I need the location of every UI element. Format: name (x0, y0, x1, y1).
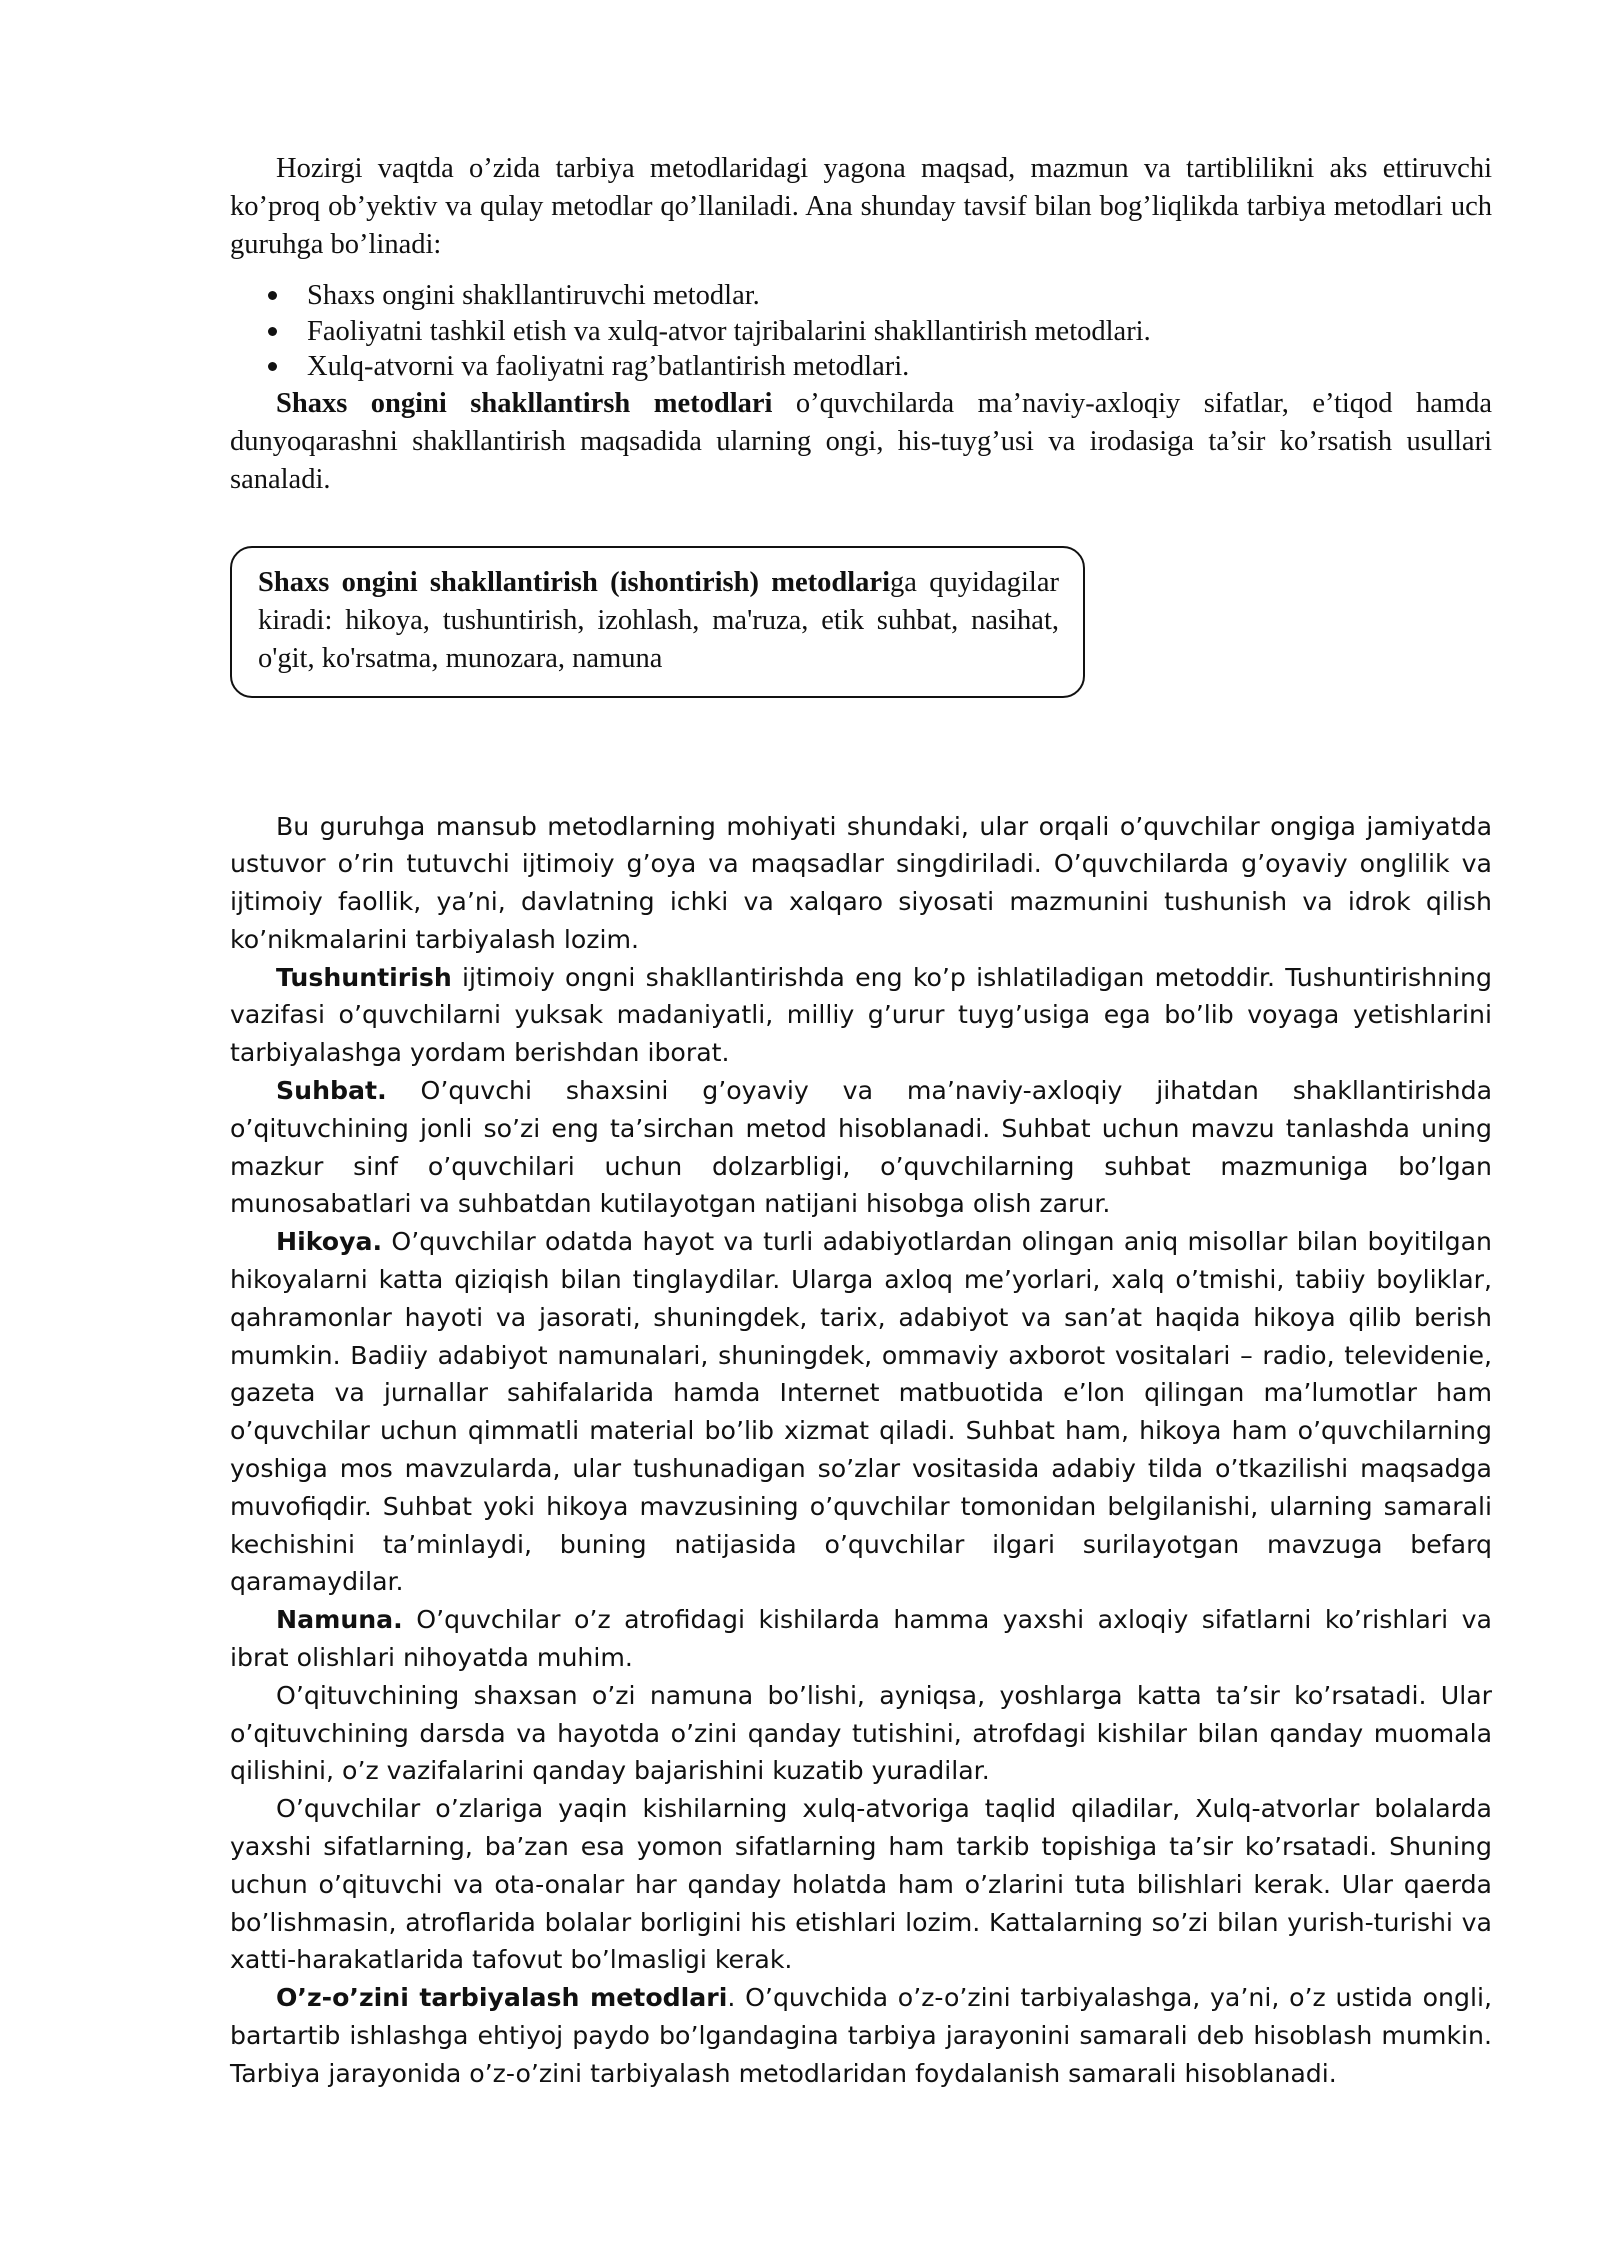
paragraph-text: Bu guruhga mansub metodlarning mohiyati shundaki, ular orqali o’quvchilar ongiga jamiyatda ustuvor o’rin tutuvchi ijtimoiy g’oya va maqsadlar singdiriladi. O’quvchilarda g’oyaviy onglilik va ijtimoiy faollik, ya’ni, davlatning ichki va xalqaro siyosati mazmunini tushunish va idrok qilish ko’nikmalarini tarbiyalash lozim. (230, 811, 1492, 954)
paragraph-term: Suhbat. (276, 1076, 387, 1106)
sans-section (230, 808, 1492, 2093)
definition-text: o’quvchilarda ma’naviy-axloqiy sifatlar, e’tiqod hamda dunyoqarashni shakllantirish maqsadida ularning ongi, his-tuyg’usi va irodasiga ta’sir ko’rsatish usullari sanaladi. (230, 387, 1492, 495)
callout-term: Shaxs ongini shakllantirish (ishontirish) metodlari (258, 566, 890, 598)
paragraph-text: ijtimoiy ongni shakllantirishda eng ko’p ishlatiladigan metoddir. Tushuntirishning vazifasi o’quvchilarni yuksak madaniyatli, milliy g’urur tuyg’usiga ega bo’lib voyaga yetishlarini tarbiyalashga yordam berishdan iborat. (230, 962, 1492, 1068)
callout-body: ga quyidagilar kiradi: hikoya, tushuntirish, izohlash, ma'ruza, etik suhbat, nasihat, o'git, ko'rsatma, munozara, namuna (258, 566, 1059, 674)
body-paragraph (230, 1677, 1492, 1790)
paragraph-text: . O’quvchida o’z-o’zini tarbiyalashga, ya’ni, o’z ustida ongli, bartartib ishlashga ehtiyoj paydo bo’lgandagina tarbiya jarayonini samarali deb hisoblash mumkin. Tarbiya jarayonida o’z-o’zini tarbiyalash metodlaridan foydalanish samarali hisoblanadi. (230, 1983, 1492, 2088)
paragraph-term: Tushuntirish (276, 962, 452, 992)
list-item-text: Faoliyatni tashkil etish va xulq-atvor tajribalarini shakllantirish metodlari. (307, 315, 1151, 347)
paragraph-term: Hikoya. (276, 1227, 383, 1257)
list-item (230, 278, 1492, 314)
methods-list (230, 278, 1492, 385)
bullet-icon (268, 291, 277, 300)
body-paragraph (230, 1223, 1492, 1601)
definition-paragraph (230, 385, 1492, 499)
bullet-icon (268, 362, 277, 371)
callout-text (258, 564, 1059, 678)
list-item (230, 314, 1492, 350)
methods-callout-box (230, 546, 1085, 698)
body-paragraph (230, 1072, 1492, 1223)
paragraph-text: O’quvchi shaxsini g’oyaviy va ma’naviy-axloqiy jihatdan shakllantirishda o’qituvchining jonli so’zi eng ta’sirchan metod hisoblanadi. Suhbat uchun mavzu tanlashda uning mazkur sinf o’quvchilari uchun dolzarbligi, o’quvchilarning suhbat mazmuniga bo’lgan munosabatlari va suhbatdan kutilayotgan natijani hisobga olish zarur. (230, 1076, 1492, 1219)
paragraph-term: Namuna. (276, 1605, 403, 1635)
body-paragraph (230, 959, 1492, 1072)
paragraph-text: O’quvchilar o’zlariga yaqin kishilarning xulq-atvoriga taqlid qiladilar, Xulq-atvorlar bolalarda yaxshi sifatlarning, ba’zan esa yomon sifatlarning ham tarkib topishiga ta’sir ko’rsatadi. Shuning uchun o’qituvchi va ota-onalar har qanday holatda ham o’zlarini tuta bilishlari kerak. Ular qaerda bo’lishmasin, atroflarida bolalar borligini his etishlari lozim. Kattalarning so’zi bilan yurish-turishi va xatti-harakatlarida tafovut bo’lmasligi kerak. (230, 1794, 1492, 1975)
document-page (230, 150, 1492, 2093)
list-item-text: Xulq-atvorni va faoliyatni rag’batlantirish metodlari. (307, 351, 910, 382)
paragraph-text: O’quvchilar odatda hayot va turli adabiyotlardan olingan aniq misollar bilan boyitilgan hikoyalarni katta qiziqish bilan tinglaydilar. Ularga axloq me’yorlari, xalq o’tmishi, tabiiy boyliklar, qahramonlar hayoti va jasorati, shuningdek, tarix, adabiyot va san’at haqida hikoya qilib berish mumkin. Badiiy adabiyot namunalari, shuningdek, ommaviy axborot vositalari – radio, televidenie, gazeta va jurnallar sahifalarida hamda Internet matbuotida e’lon qilingan ma’lumotlar ham o’quvchilar uchun qimmatli material bo’lib xizmat qiladi. Suhbat ham, hikoya ham o’quvchilarning yoshiga mos mavzularda, ular tushunadigan so’zlar vositasida adabiy tilda o’tkazilishi maqsadga muvofiqdir. Suhbat yoki hikoya mavzusining o’quvchilar tomonidan belgilanishi, ularning samarali kechishini ta’minlaydi, buning natijasida o’quvchilar ilgari surilayotgan mavzuga befarq qaramaydilar. (230, 1227, 1492, 1597)
body-paragraph (230, 808, 1492, 959)
list-item-text: Shaxs ongini shakllantiruvchi metodlar. (307, 280, 760, 311)
body-paragraph (230, 1790, 1492, 1979)
paragraph-text: O’qituvchining shaxsan o’zi namuna bo’lishi, ayniqsa, yoshlarga katta ta’sir ko’rsatadi. Ular o’qituvchining darsda va hayotda o’zini qanday tutishini, atrofdagi kishilar bilan qanday muomala qilishini, o’z vazifalarini qanday bajarishini kuzatib yuradilar. (230, 1680, 1492, 1786)
body-paragraph (230, 1979, 1492, 2092)
paragraph-term: O’z-o’zini tarbiyalash metodlari (276, 1983, 728, 2013)
bullet-icon (268, 327, 277, 336)
intro-paragraph: Hozirgi vaqtda o’zida tarbiya metodlaridagi yagona maqsad, mazmun va tartiblilikni aks ettiruvchi ko’proq ob’yektiv va qulay metodlar qo’llaniladi. Ana shunday tavsif bilan bog’liqlikda tarbiya metodlari uch guruhga bo’linadi: (230, 153, 1492, 260)
serif-section (230, 150, 1492, 698)
body-paragraph (230, 1601, 1492, 1677)
paragraph-text: O’quvchilar o’z atrofidagi kishilarda hamma yaxshi axloqiy sifatlarni ko’rishlari va ibrat olishlari nihoyatda muhim. (230, 1605, 1492, 1673)
definition-term: Shaxs ongini shakllantirsh metodlari (276, 387, 773, 419)
list-item (230, 349, 1492, 385)
